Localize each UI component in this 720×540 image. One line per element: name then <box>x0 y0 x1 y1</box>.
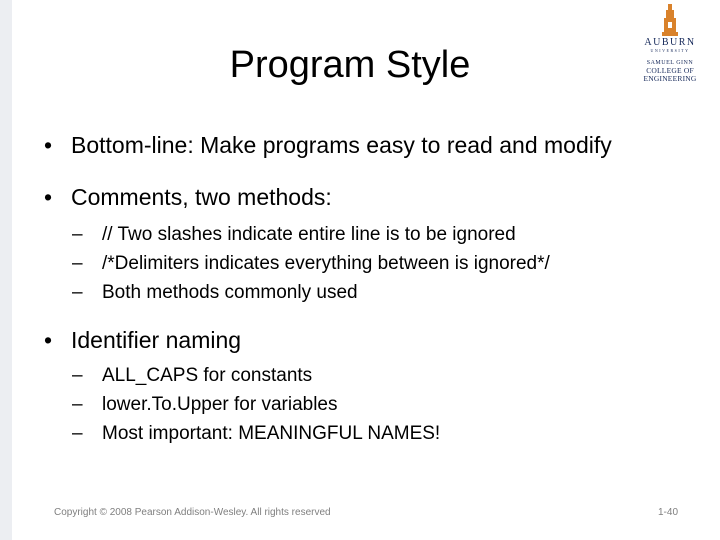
sub-bullet-text: /*Delimiters indicates everything between is ignored*/ <box>102 253 550 274</box>
dash-glyph: – <box>72 224 83 245</box>
dash-glyph: – <box>72 423 83 444</box>
sub-bullet-text: lower.To.Upper for variables <box>102 394 338 415</box>
slide-body <box>44 130 664 448</box>
dash-glyph: – <box>72 365 83 386</box>
bullet-text: Bottom-line: Make programs easy to read and modify <box>71 132 612 158</box>
copyright-footer: Copyright © 2008 Pearson Addison-Wesley. All rights reserved <box>54 507 331 518</box>
sub-bullet-item <box>44 361 664 390</box>
logo-line-college: COLLEGE OF ENGINEERING <box>643 66 697 83</box>
page-number: 1-40 <box>657 507 678 518</box>
dash-glyph: – <box>72 282 83 303</box>
bullet-glyph: • <box>44 132 53 158</box>
sub-bullet-item <box>44 220 664 249</box>
dash-glyph: – <box>72 394 83 415</box>
sub-bullet-item <box>44 249 664 278</box>
logo-line-auburn: AUBURN <box>644 37 696 48</box>
sub-bullet-text: Both methods commonly used <box>102 282 358 303</box>
slide-title: Program Style <box>229 44 471 86</box>
bullet-text: Comments, two methods: <box>71 184 332 210</box>
bullet-text: Identifier naming <box>71 327 242 353</box>
bullet-item <box>44 130 664 160</box>
slide-edge-strip <box>0 0 12 540</box>
bullet-glyph: • <box>44 327 53 353</box>
logo-line-samuel-ginn: SAMUEL GINN <box>646 60 694 66</box>
bullet-item <box>44 325 664 355</box>
sub-bullet-text: ALL_CAPS for constants <box>102 365 313 386</box>
sub-bullet-text: // Two slashes indicate entire line is to be ignored <box>102 224 516 245</box>
sub-bullet-item <box>44 419 664 448</box>
logo-line-university: UNIVERSITY <box>650 48 690 53</box>
bullet-glyph: • <box>44 184 53 210</box>
sub-bullet-text: Most important: MEANINGFUL NAMES! <box>102 423 441 444</box>
dash-glyph: – <box>72 253 83 274</box>
sub-bullet-item <box>44 278 664 307</box>
tower-icon <box>659 4 681 36</box>
sub-bullet-item <box>44 390 664 419</box>
auburn-logo <box>622 4 718 82</box>
bullet-item <box>44 182 664 212</box>
